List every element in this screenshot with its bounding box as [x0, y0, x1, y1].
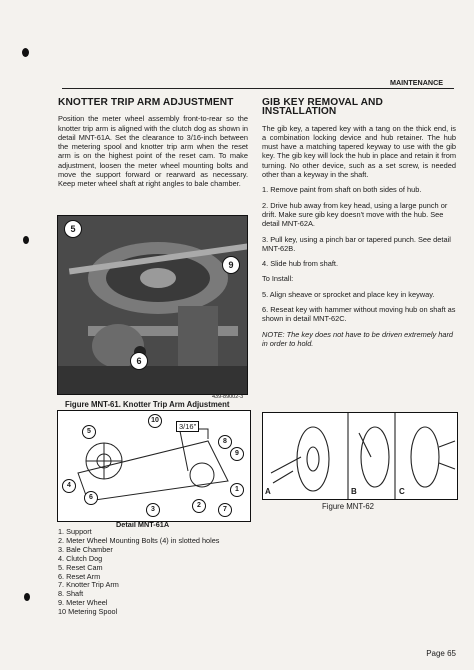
knotter-paragraph: Position the meter wheel assembly front-to-rear so the knotter trip arm is aligned with the clutch dog as shown in detail MNT-61A. Set the clearance to 3/16-inch between the metering spool and knotter trip arm when the reset arm is on the highest point of the reset cam. To make adjustment, loosen the meter wheel mounting bolts and move the support forward or rearward as necessary. Keep meter wheel shaft at right angles to bale chamber.: [58, 114, 248, 189]
detail-callout-3: 3: [146, 503, 160, 517]
install-step: 6. Reseat key with hammer without moving hub on shaft as shown in detail MNT-62C.: [262, 305, 456, 324]
binder-hole: [23, 236, 29, 244]
step-item: 3. Pull key, using a pinch bar or tapered punch. See detail MNT-62B.: [262, 234, 451, 253]
knotter-title: KNOTTER TRIP ARM ADJUSTMENT: [58, 97, 234, 108]
detail-callout-2: 2: [192, 499, 206, 513]
step-item: 2. Drive hub away from key head, using a large punch or drift. Make sure gib key doesn't move with the hub. See detail MNT-62A.: [262, 200, 448, 229]
detail-callout-9: 9: [230, 447, 244, 461]
left-column: [58, 98, 248, 195]
legend-item: 9. Meter Wheel: [58, 598, 108, 608]
legend-item: 3. Bale Chamber: [58, 544, 113, 554]
legend-item: 10 Metering Spool: [58, 607, 118, 617]
legend-item: 2. Meter Wheel Mounting Bolts (4) in slotted holes: [58, 535, 220, 545]
detail-callout-10: 10: [148, 414, 162, 428]
gib-key-illustration: [263, 413, 457, 499]
detail-callout-6: 6: [84, 491, 98, 505]
install-heading: To Install:: [262, 274, 294, 284]
photo-callout-9: 9: [222, 256, 240, 274]
detail-callout-4: 4: [62, 479, 76, 493]
step-item: 1. Remove paint from shaft on both sides of hub.: [262, 185, 422, 195]
legend-item: 5. Reset Cam: [58, 562, 103, 572]
photo-illustration: [58, 216, 247, 394]
header-rule: [62, 88, 454, 89]
section-header: MAINTENANCE: [390, 78, 444, 87]
binder-hole: [22, 48, 29, 57]
legend-item: 4. Clutch Dog: [58, 553, 103, 563]
panel-label-c: C: [399, 487, 405, 496]
photo-callout-6: 6: [130, 352, 148, 370]
binder-hole: [24, 593, 30, 601]
legend-item: 7. Knotter Trip Arm: [58, 580, 119, 590]
install-step: 5. Align sheave or sprocket and place key in keyway.: [262, 289, 435, 299]
page-number: Page 65: [426, 649, 456, 658]
detail-label: Detail MNT-61A: [116, 520, 170, 529]
legend-item: 8. Shaft: [58, 589, 84, 599]
step-item: 4. Slide hub from shaft.: [262, 259, 338, 269]
legend-item: 1. Support: [58, 527, 92, 536]
note-text: NOTE: The key does not have to be driven extremely hard in order to hold.: [262, 329, 454, 348]
figure-mnt-62-caption: Figure MNT-62: [322, 502, 374, 511]
detail-callout-7: 7: [218, 503, 232, 517]
detail-callout-1: 1: [230, 483, 244, 497]
photo-callout-5: 5: [64, 220, 82, 238]
gib-key-title: GIB KEY REMOVAL AND INSTALLATION: [262, 97, 383, 118]
gib-key-intro: The gib key, a tapered key with a tang on the thick end, is a combination locking device and hub retainer. The hub must have a matching tapered keyway to use with the gib key. The gib key will lock the hub in place and retain it from turning. No other device, such as a set screw, is needed other than a keyway in the shaft.: [262, 123, 456, 180]
legend-item: 6. Reset Arm: [58, 571, 101, 581]
parts-legend: [58, 528, 219, 617]
detail-callout-5: 5: [82, 425, 96, 439]
panel-label-a: A: [265, 487, 271, 496]
photo-code: 439-89002-3: [212, 394, 244, 400]
gib-key-figure: [262, 412, 458, 500]
right-column: [262, 98, 456, 354]
knotter-photo: [57, 215, 248, 395]
figure-mnt-61-caption: Figure MNT-61. Knotter Trip Arm Adjustment: [65, 400, 230, 409]
clearance-label: 3/16": [176, 421, 199, 432]
detail-callout-8: 8: [218, 435, 232, 449]
panel-label-b: B: [351, 487, 357, 496]
detail-mnt-61a-diagram: [57, 410, 251, 522]
